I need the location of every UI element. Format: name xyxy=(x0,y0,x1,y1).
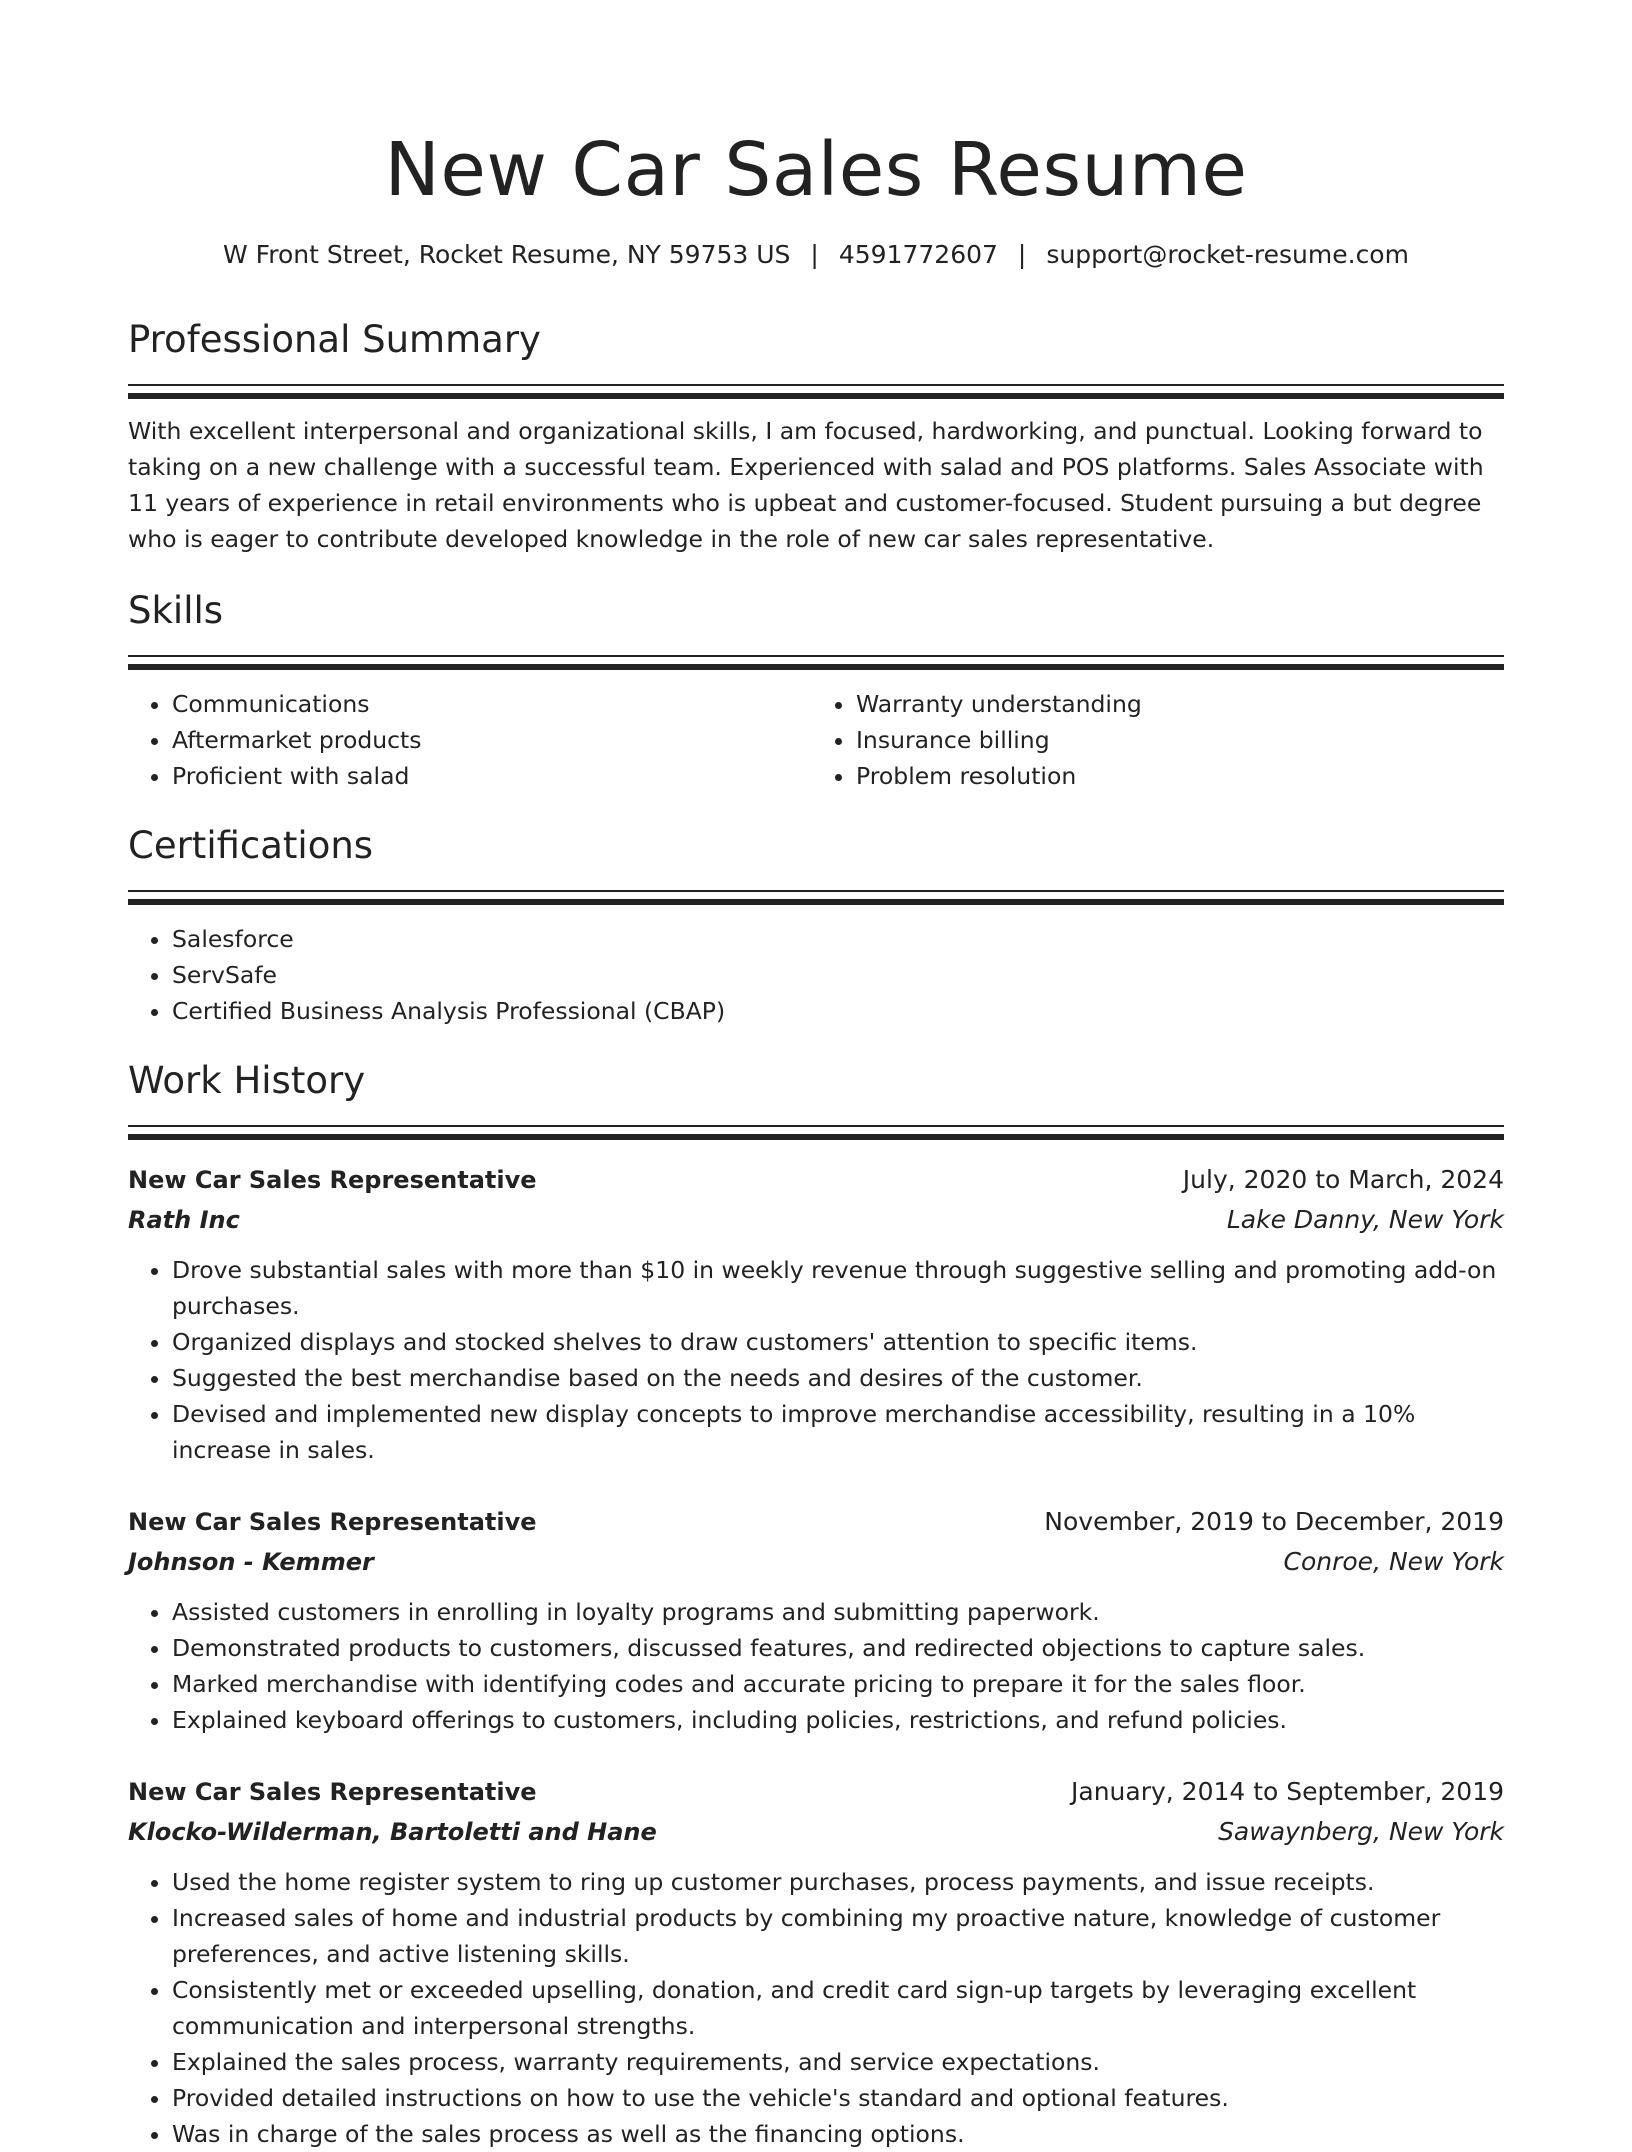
job-subheader xyxy=(128,1200,1504,1240)
work-history-section xyxy=(128,1059,1504,2152)
contact-separator: | xyxy=(810,240,819,269)
contact-line xyxy=(128,238,1504,272)
job-bullet: • Explained keyboard offerings to customers, including policies, restrictions, and refund policies. xyxy=(172,1702,1504,1738)
professional-summary-section xyxy=(128,318,1504,557)
skill-item: • Aftermarket products xyxy=(172,722,816,758)
section-heading: Work History xyxy=(128,1059,366,1102)
job-entry xyxy=(128,1502,1504,1738)
skills-list-right xyxy=(816,686,1504,794)
job-location: Conroe, New York xyxy=(1283,1547,1504,1576)
job-bullet: • Provided detailed instructions on how to use the vehicle's standard and optional features. xyxy=(172,2080,1504,2116)
skill-item: • Problem resolution xyxy=(856,758,1504,794)
job-bullets xyxy=(128,1594,1504,1738)
job-header xyxy=(128,1502,1504,1542)
job-title: New Car Sales Representative xyxy=(128,1508,537,1536)
company-name: Rath Inc xyxy=(128,1206,240,1234)
job-title: New Car Sales Representative xyxy=(128,1166,537,1194)
skill-item: • Insurance billing xyxy=(856,722,1504,758)
skill-item: • Communications xyxy=(172,686,816,722)
page-title: New Car Sales Resume xyxy=(384,127,1248,213)
certifications-section xyxy=(128,824,1504,1029)
job-title: New Car Sales Representative xyxy=(128,1778,537,1806)
section-heading: Certifications xyxy=(128,824,374,867)
job-location: Lake Danny, New York xyxy=(1226,1205,1504,1234)
job-bullet: • Was in charge of the sales process as well as the financing options. xyxy=(172,2116,1504,2152)
contact-phone: 4591772607 xyxy=(838,240,998,269)
job-subheader xyxy=(128,1812,1504,1852)
job-bullet: • Drove substantial sales with more than $10 in weekly revenue through suggestive selling and promoting add-on purchases. xyxy=(172,1252,1504,1324)
job-dates: November, 2019 to December, 2019 xyxy=(1044,1507,1504,1536)
job-dates: January, 2014 to September, 2019 xyxy=(1071,1777,1504,1806)
section-divider xyxy=(128,890,1504,905)
skills-grid xyxy=(128,670,1504,794)
job-bullet: • Used the home register system to ring up customer purchases, process payments, and issue receipts. xyxy=(172,1864,1504,1900)
summary-text: With excellent interpersonal and organizational skills, I am focused, hardworking, and punctual. Looking forward to taking on a new challenge with a successful team. Experienced with salad and POS platforms. Sales Associate with 11 years of experience in retail environments who is upbeat and customer-focused. Student pursuing a but degree who is eager to contribute developed knowledge in the role of new car sales representative. xyxy=(128,417,1484,553)
job-bullet: • Increased sales of home and industrial products by combining my proactive nature, knowledge of customer preferences, and active listening skills. xyxy=(172,1900,1504,1972)
section-divider xyxy=(128,1125,1504,1140)
company-name: Klocko-Wilderman, Bartoletti and Hane xyxy=(128,1818,657,1846)
job-bullet: • Assisted customers in enrolling in loyalty programs and submitting paperwork. xyxy=(172,1594,1504,1630)
skill-item: • Warranty understanding xyxy=(856,686,1504,722)
contact-address: W Front Street, Rocket Resume, NY 59753 US xyxy=(223,240,791,269)
section-heading: Professional Summary xyxy=(128,318,541,361)
skills-list-left xyxy=(128,686,816,794)
company-name: Johnson - Kemmer xyxy=(128,1548,374,1576)
job-bullet: • Consistently met or exceeded upselling, donation, and credit card sign-up targets by leveraging excellent communication and interpersonal strengths. xyxy=(172,1972,1504,2044)
job-bullets xyxy=(128,1864,1504,2152)
job-bullet: • Organized displays and stocked shelves to draw customers' attention to specific items. xyxy=(172,1324,1504,1360)
job-bullet: • Demonstrated products to customers, discussed features, and redirected objections to capture sales. xyxy=(172,1630,1504,1666)
job-entry xyxy=(128,1772,1504,2152)
job-entry xyxy=(128,1160,1504,1468)
certifications-list xyxy=(128,921,1504,1029)
job-header xyxy=(128,1772,1504,1812)
skills-section xyxy=(128,589,1504,794)
section-divider xyxy=(128,384,1504,399)
job-bullet: • Devised and implemented new display concepts to improve merchandise accessibility, resulting in a 10% increase in sales. xyxy=(172,1396,1504,1468)
skill-item: • Proficient with salad xyxy=(172,758,816,794)
certification-item: • Certified Business Analysis Professional (CBAP) xyxy=(172,993,1504,1029)
section-heading: Skills xyxy=(128,589,224,632)
job-bullet: • Marked merchandise with identifying codes and accurate pricing to prepare it for the sales floor. xyxy=(172,1666,1504,1702)
contact-email: support@rocket-resume.com xyxy=(1046,240,1409,269)
job-location: Sawaynberg, New York xyxy=(1218,1817,1504,1846)
job-header xyxy=(128,1160,1504,1200)
job-bullets xyxy=(128,1252,1504,1468)
job-bullet: • Explained the sales process, warranty requirements, and service expectations. xyxy=(172,2044,1504,2080)
certification-item: • Salesforce xyxy=(172,921,1504,957)
job-bullet: • Suggested the best merchandise based on the needs and desires of the customer. xyxy=(172,1360,1504,1396)
job-dates: July, 2020 to March, 2024 xyxy=(1182,1165,1504,1194)
section-divider xyxy=(128,655,1504,670)
certification-item: • ServSafe xyxy=(172,957,1504,993)
job-subheader xyxy=(128,1542,1504,1582)
contact-separator: | xyxy=(1017,240,1027,269)
